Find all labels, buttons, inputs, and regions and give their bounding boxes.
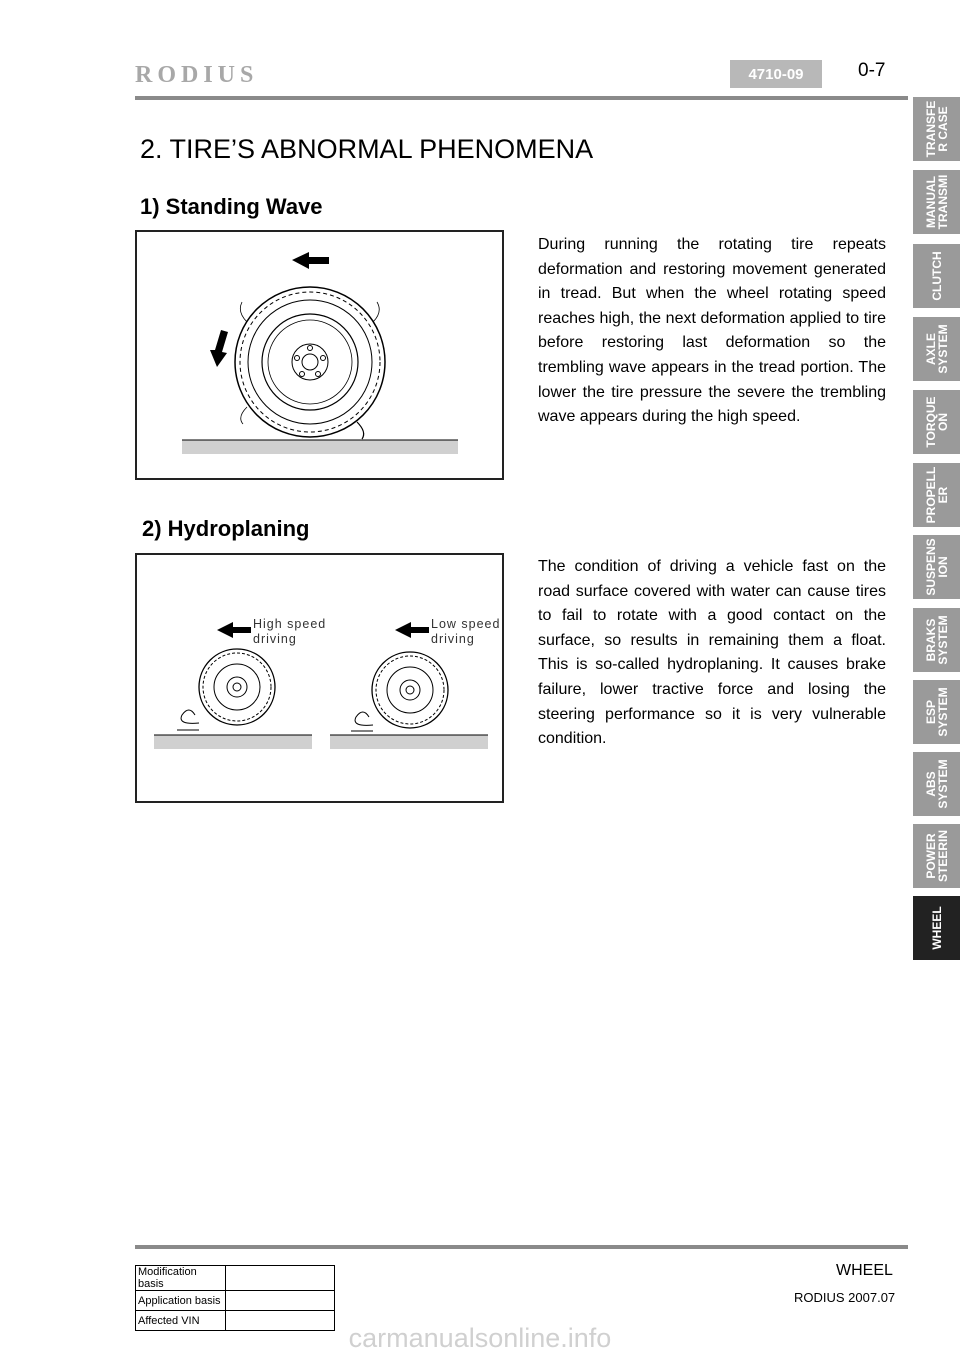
page-title: 2. TIRE’S ABNORMAL PHENOMENA bbox=[140, 134, 594, 164]
high-speed-arrow-icon bbox=[217, 622, 251, 638]
revision-value bbox=[226, 1266, 335, 1291]
revision-value bbox=[226, 1291, 335, 1311]
tab-brakes-system[interactable]: BRAKS SYSTEM bbox=[913, 608, 960, 672]
tab-axle-system[interactable]: AXLE SYSTEM bbox=[913, 317, 960, 381]
table-row bbox=[136, 1266, 335, 1291]
footer-model-date: RODIUS 2007.07 bbox=[794, 1290, 896, 1305]
table-row bbox=[136, 1291, 335, 1311]
standing-wave-description: During running the rotating tire repeats deformation and restoring movement generated in tread. But when the wheel rotating speed reaches high, the next deformation applied to tire before restoring last deformation so the trembling wave appears in the tread portion. The lower the tire pressure the severe the trembling wave appears during the high speed. bbox=[538, 236, 886, 426]
subheading-hydroplaning: 2) Hydroplaning bbox=[142, 516, 310, 541]
watermark: carmanualsonline.info bbox=[348, 1323, 612, 1353]
standing-wave-illustration bbox=[137, 232, 502, 478]
footer-rule bbox=[135, 1245, 908, 1249]
revision-label: Modification basis bbox=[136, 1266, 226, 1291]
tab-propeller[interactable]: PROPELL ER bbox=[913, 463, 960, 527]
footer-section-name: WHEEL bbox=[836, 1262, 893, 1279]
road-left bbox=[154, 735, 312, 749]
tab-wheel[interactable]: WHEEL bbox=[913, 896, 960, 960]
low-speed-arrow-icon bbox=[395, 622, 429, 638]
tab-transfer-case[interactable]: TRANSFE R CASE bbox=[913, 97, 960, 161]
road-right bbox=[330, 735, 488, 749]
revision-table bbox=[135, 1265, 335, 1331]
revision-label: Application basis bbox=[136, 1291, 226, 1311]
tab-power-steering[interactable]: POWER STEERIN bbox=[913, 824, 960, 888]
hydroplaning-illustration bbox=[137, 555, 502, 801]
road-surface bbox=[182, 440, 458, 454]
standing-wave-figure bbox=[135, 230, 504, 480]
high-speed-label: High speed driving bbox=[253, 617, 327, 646]
tab-manual-transmission[interactable]: MANUAL TRANSMI bbox=[913, 170, 960, 234]
tire-floating-icon bbox=[177, 649, 275, 730]
tab-abs-system[interactable]: ABS SYSTEM bbox=[913, 752, 960, 816]
tire-icon bbox=[235, 287, 385, 439]
tire-contact-icon bbox=[351, 652, 448, 731]
tab-esp-system[interactable]: ESP SYSTEM bbox=[913, 680, 960, 744]
revision-label: Affected VIN bbox=[136, 1311, 226, 1331]
direction-arrow-icon bbox=[210, 330, 228, 367]
section-code-badge: 4710-09 bbox=[730, 60, 822, 88]
hydroplaning-figure bbox=[135, 553, 504, 803]
hydroplaning-description: The condition of driving a vehicle fast on the road surface covered with water can cause tires to fail to rotate with a good contact on the surface, so results in remaining them a float. This is so-called hydroplaning. It causes brake failure, lower tractive force and losing the steering performance so it is very vulnerable condition. bbox=[538, 558, 886, 748]
low-speed-label: Low speed driving bbox=[431, 617, 501, 646]
brand-logo: RODIUS bbox=[135, 62, 259, 88]
header-rule bbox=[135, 96, 908, 100]
subheading-standing-wave: 1) Standing Wave bbox=[140, 194, 323, 219]
tab-torque-on[interactable]: TORQUE ON bbox=[913, 390, 960, 454]
page-number: 0-7 bbox=[858, 60, 886, 81]
tab-clutch[interactable]: CLUTCH bbox=[913, 244, 960, 308]
rotation-arrow-icon bbox=[292, 252, 329, 269]
tab-suspension[interactable]: SUSPENS ION bbox=[913, 535, 960, 599]
